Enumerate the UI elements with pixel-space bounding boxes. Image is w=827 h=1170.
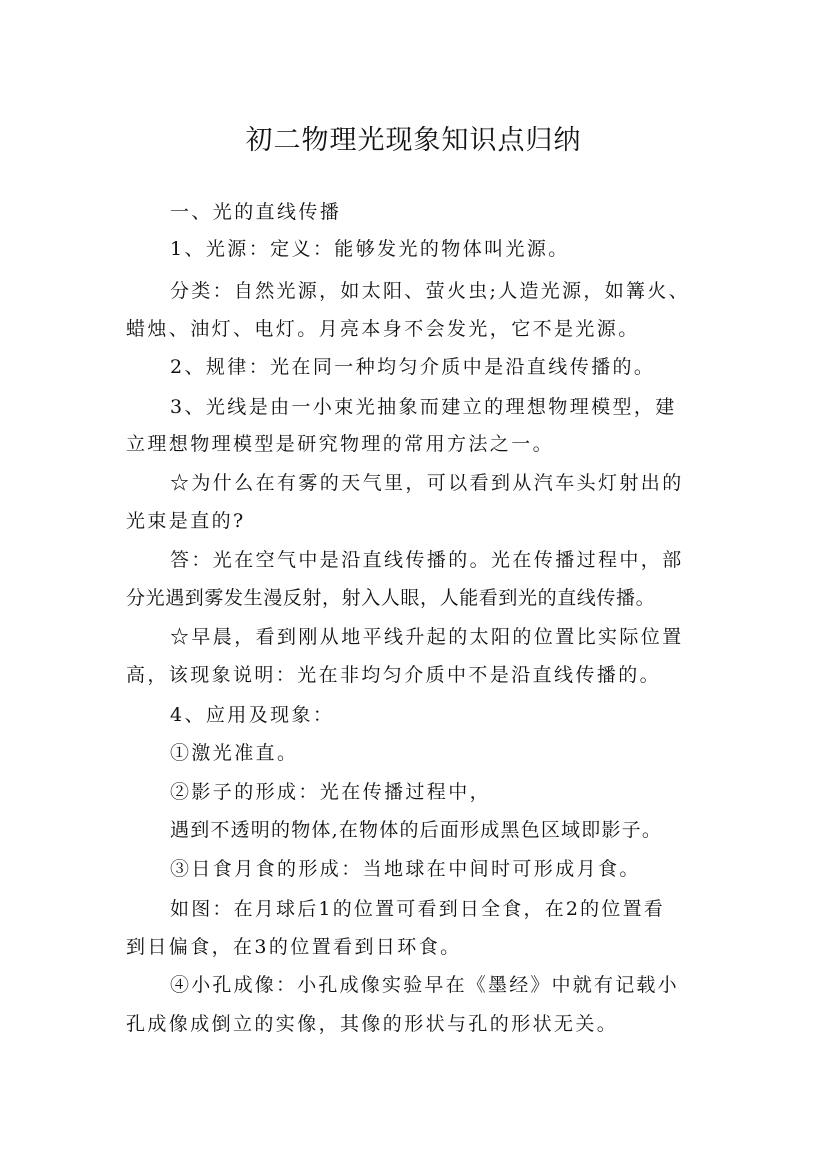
paragraph-line: 孔成像成倒立的实像，其像的形状与孔的形状无关。 — [126, 1013, 619, 1035]
list-item: ①激光准直。 — [170, 742, 299, 764]
list-item: ④小孔成像：小孔成像实验早在《墨经》中就有记载小 — [170, 974, 679, 996]
section-heading: 一、光的直线传播 — [170, 201, 342, 223]
paragraph-line: 4、应用及现象： — [170, 704, 335, 726]
list-item: ②影子的形成：光在传播过程中， — [170, 781, 492, 803]
paragraph-line: ☆为什么在有雾的天气里，可以看到从汽车头灯射出的 — [170, 472, 684, 494]
page-title: 初二物理光现象知识点归纳 — [245, 125, 582, 157]
paragraph-line: 1、光源：定义：能够发光的物体叫光源。 — [170, 238, 570, 260]
paragraph-line: 2、规律：光在同一种均匀介质中是沿直线传播的。 — [170, 356, 656, 378]
paragraph-line: 到日偏食，在3的位置看到日环食。 — [126, 936, 462, 958]
paragraph-line: 答：光在空气中是沿直线传播的。光在传播过程中，部 — [170, 549, 684, 571]
paragraph-line: 高，该现象说明：光在非均匀介质中不是沿直线传播的。 — [126, 664, 662, 686]
paragraph-line: 分类：自然光源，如太阳、萤火虫;人造光源，如篝火、 — [170, 280, 690, 302]
paragraph-line: 分光遇到雾发生漫反射，射入人眼，人能看到光的直线传播。 — [126, 587, 656, 609]
paragraph-line: 蜡烛、油灯、电灯。月亮本身不会发光，它不是光源。 — [126, 318, 640, 340]
paragraph-line: 立理想物理模型是研究物理的常用方法之一。 — [126, 433, 555, 455]
paragraph-line: 遇到不透明的物体,在物体的后面形成黑色区域即影子。 — [170, 819, 663, 841]
paragraph-line: ☆早晨，看到刚从地平线升起的太阳的位置比实际位置 — [170, 626, 684, 648]
paragraph-line: 光束是直的? — [126, 510, 246, 532]
paragraph-line: 3、光线是由一小束光抽象而建立的理想物理模型，建 — [170, 396, 677, 418]
paragraph-line: 如图：在月球后1的位置可看到日全食，在2的位置看 — [170, 898, 665, 920]
list-item: ③日食月食的形成：当地球在中间时可形成月食。 — [170, 858, 641, 880]
